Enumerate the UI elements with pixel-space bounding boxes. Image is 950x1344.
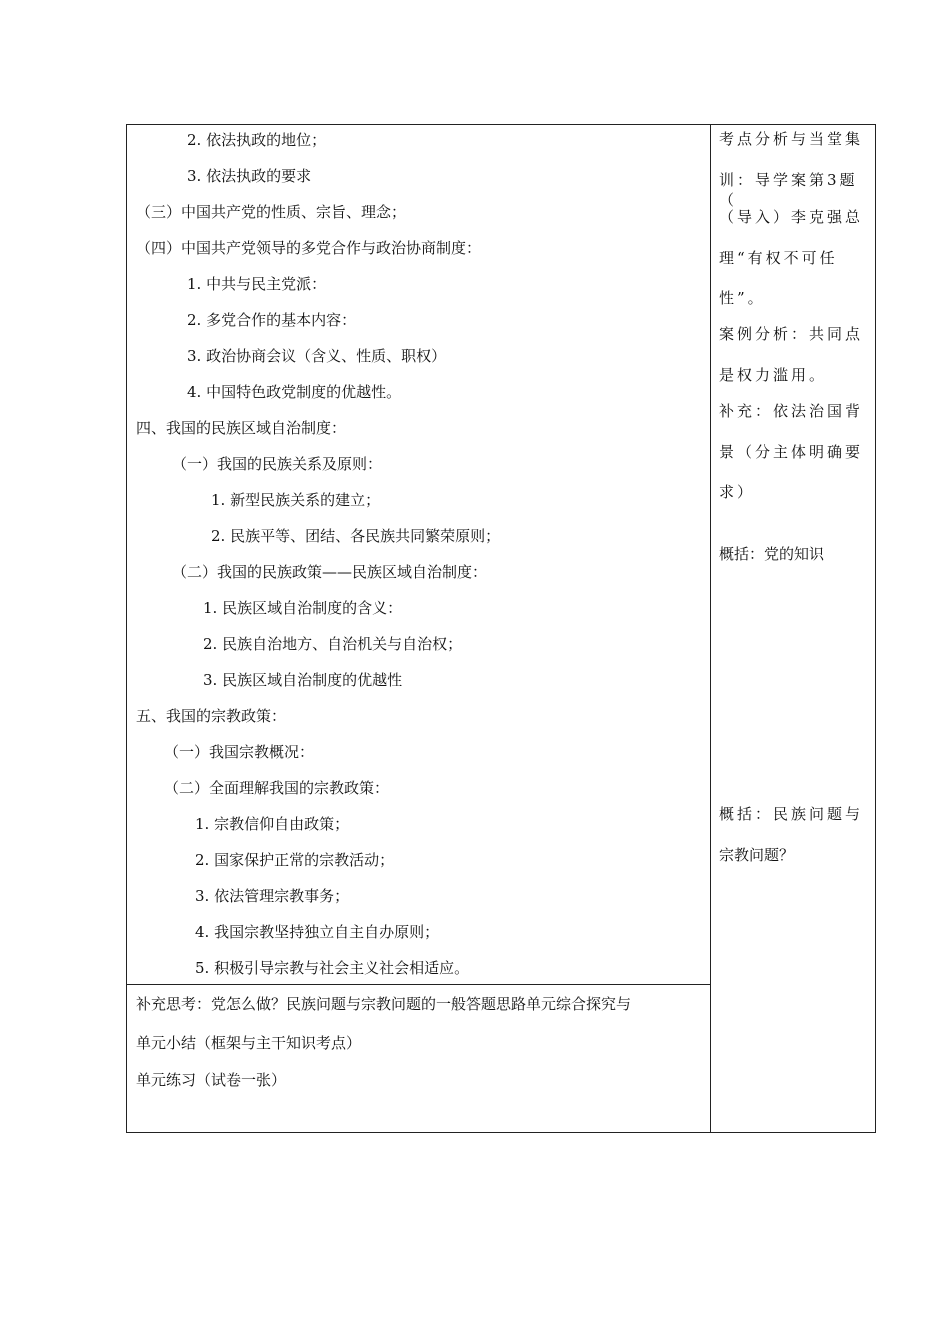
outline-line: （一）我国宗教概况： [164, 743, 315, 761]
side-note-line: 性”。 [719, 289, 766, 307]
side-note-line: 训：导学案第3题（ [719, 171, 858, 209]
outline-line: 1. 中共与民主党派： [187, 275, 327, 293]
outline-line: 2. 国家保护正常的宗教活动； [195, 851, 395, 869]
outline-line: 3. 依法管理宗教事务； [195, 887, 350, 905]
side-note-line: 案例分析：共同点 [719, 325, 864, 343]
outline-line: （二）我国的民族政策——民族区域自治制度： [172, 563, 488, 581]
side-note-line: 考点分析与当堂集 [719, 130, 864, 148]
outline-line: （一）我国的民族关系及原则： [172, 455, 383, 473]
side-note-line: 补充：依法治国背 [719, 402, 864, 420]
summary-line: 单元练习（试卷一张） [136, 1071, 287, 1089]
outline-line: 3. 依法执政的要求 [187, 167, 312, 185]
lesson-table [126, 124, 876, 1133]
outline-line: 1. 民族区域自治制度的含义： [203, 599, 403, 617]
outline-line: （二）全面理解我国的宗教政策： [164, 779, 390, 797]
outline-line: （三）中国共产党的性质、宗旨、理念； [136, 203, 407, 221]
outline-line: 五、我国的宗教政策： [136, 707, 287, 725]
side-note-line: 概括：党的知识 [719, 545, 825, 563]
outline-line: 2. 民族自治地方、自治机关与自治权； [203, 635, 463, 653]
outline-line: 3. 政治协商会议（含义、性质、职权） [187, 347, 447, 365]
outline-line: 5. 积极引导宗教与社会主义社会相适应。 [195, 959, 470, 977]
side-note-line: 理“有权不可任 [719, 249, 838, 267]
side-note-line: 宗教问题？ [719, 846, 795, 864]
outline-line: 2. 多党合作的基本内容： [187, 311, 357, 329]
outline-line: 1. 宗教信仰自由政策； [195, 815, 350, 833]
side-note-line: 概括：民族问题与 [719, 805, 864, 823]
side-note-line: 是权力滥用。 [719, 366, 828, 384]
outline-line: 4. 中国特色政党制度的优越性。 [187, 383, 402, 401]
side-note-line: 景（分主体明确要 [719, 443, 864, 461]
outline-line: 3. 民族区域自治制度的优越性 [203, 671, 403, 689]
summary-line: 补充思考：党怎么做？民族问题与宗教问题的一般答题思路单元综合探究与 [136, 995, 632, 1013]
outline-line: 2. 依法执政的地位； [187, 131, 327, 149]
column-divider [710, 125, 711, 1132]
summary-line: 单元小结（框架与主干知识考点） [136, 1034, 362, 1052]
outline-line: 四、我国的民族区域自治制度： [136, 419, 347, 437]
side-note-line: 求） [719, 483, 756, 501]
row-divider [127, 984, 710, 985]
outline-line: 1. 新型民族关系的建立； [211, 491, 381, 509]
outline-line: 4. 我国宗教坚持独立自主自办原则； [195, 923, 440, 941]
outline-line: 2. 民族平等、团结、各民族共同繁荣原则； [211, 527, 501, 545]
side-note-line: （导入）李克强总 [719, 208, 864, 226]
outline-line: （四）中国共产党领导的多党合作与政治协商制度： [136, 239, 482, 257]
